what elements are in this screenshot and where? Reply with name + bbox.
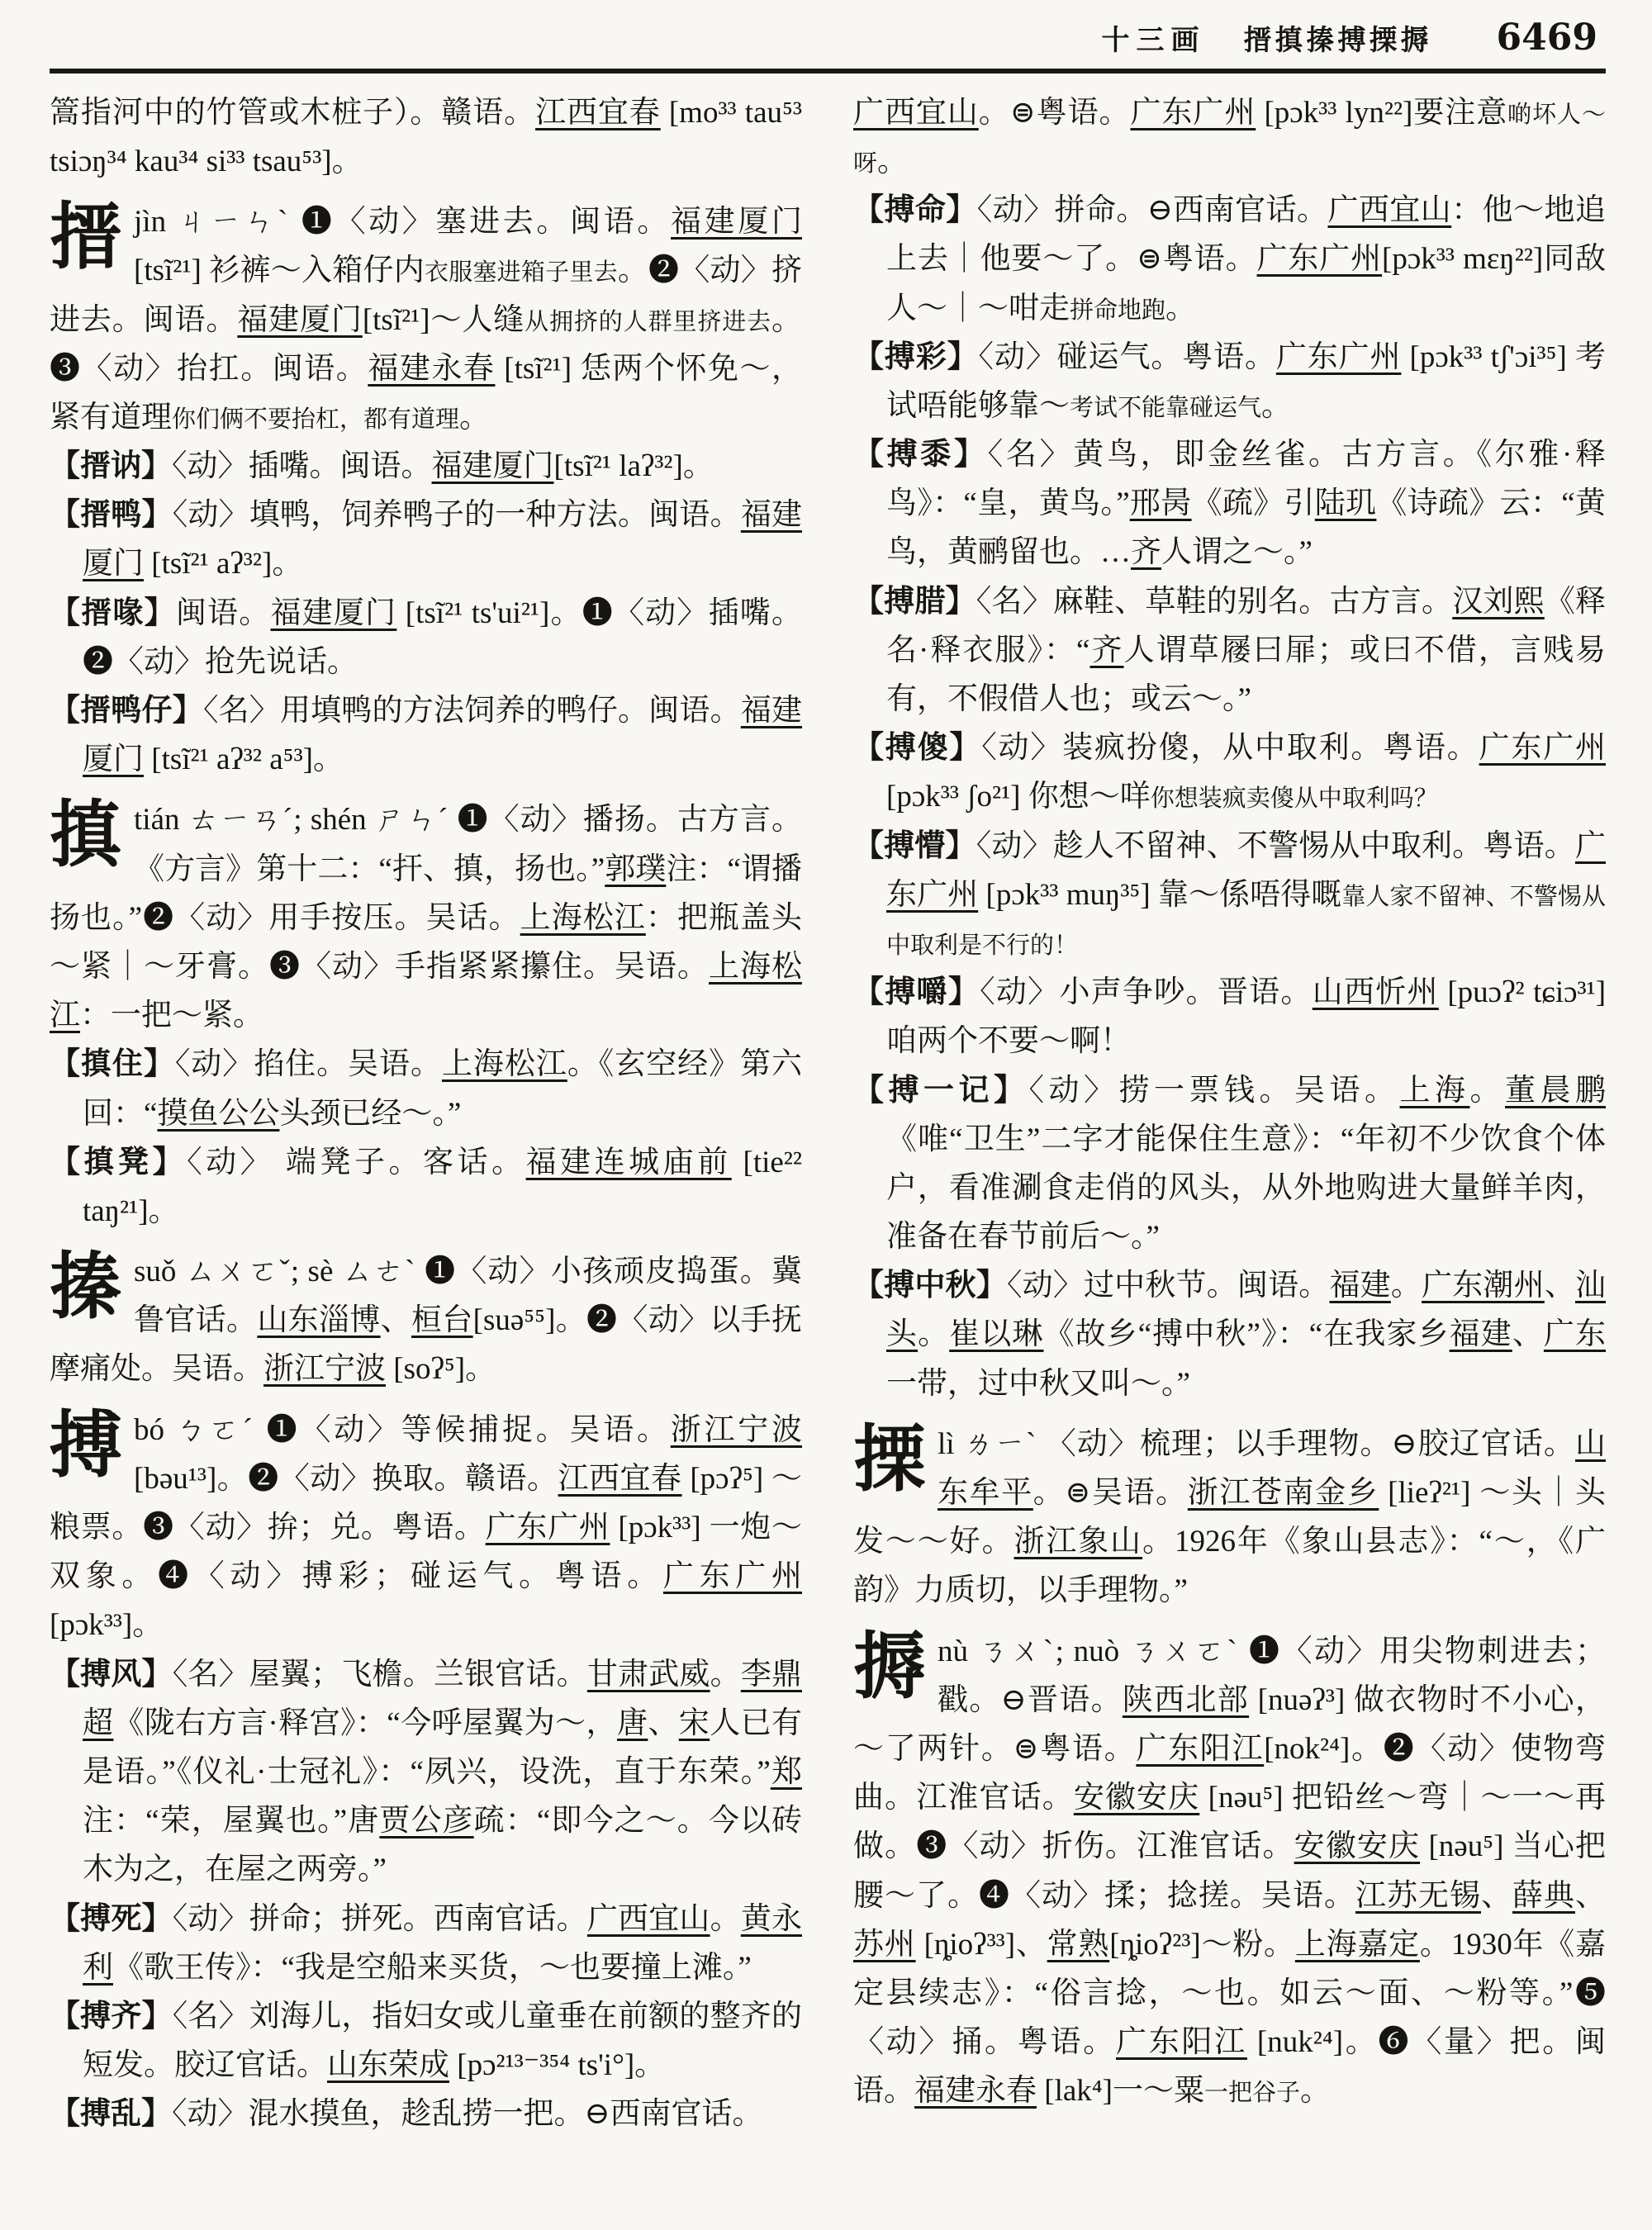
compound-headword: 【搏风】 xyxy=(50,1657,173,1691)
compound-headword: 【搢鸭仔】 xyxy=(50,694,203,728)
proper-noun: 上海松江 xyxy=(520,900,646,935)
gloss-text: 啲坏人～呀 xyxy=(853,101,1606,177)
proper-noun: 广东广州 xyxy=(1256,242,1383,277)
proper-noun: 福建连城庙前 xyxy=(525,1145,732,1179)
proper-noun: 郑 xyxy=(770,1754,802,1789)
compound-headword: 【搢喙】 xyxy=(50,595,176,630)
compound-entry: 【搏命】〈动〉拼命。⊖西南官话。广西宜山：他～地追上去｜他要～了。⊜粤语。广东广州[pɔk³³ mɛŋ²²]同敌人～｜～咁走拼命地跑。 xyxy=(853,193,1606,325)
compound-entry: 【搏腊】〈名〉麻鞋、草鞋的别名。古方言。汉刘熙《释名·释衣服》：“齐人谓草屦曰屝；或曰不借，言贱易有，不假借人也；或云～。” xyxy=(853,584,1607,717)
entry-body: nù ㄋㄨˋ; nuò ㄋㄨㄛˋ ❶〈动〉用尖物刺进去；戳。⊖晋语。陕西北部 [nuəʔ³] 做衣物时不小心，～了两针。⊜粤语。广东阳江[nok²⁴]。❷〈动〉使物弯曲。江淮官话。安徽安庆 [nəu⁵] 把铅丝～弯｜～一～再做。❸〈动〉折伤。江淮官话。安徽安庆 [nəu⁵] 当心把腰～了。❹〈动〉揉；捻搓。吴语。江苏无锡、薛典、苏州 [ȵioʔ³³]、常熟[ȵioʔ²³]～粉。上海嘉定。1930年《嘉定县续志》：“俗言捻，～也。如云～面、～粉等。”❺〈动〉捅。粤语。广东阳江 [nuk²⁴]。❻〈量〉把。闽语。福建永春 [lak⁴]一～粟一把谷子。 xyxy=(853,1634,1607,2109)
headword-entry xyxy=(50,1247,802,1394)
proper-noun: 福建 xyxy=(1449,1317,1512,1352)
compound-entry: 【搷住】〈动〉掐住。吴语。上海松江。《玄空经》第六回：“摸鱼公公头颈已经～。” xyxy=(50,1047,803,1131)
gloss-text: 考试不能靠碰运气 xyxy=(1070,394,1262,421)
proper-noun: 广东阳江 xyxy=(1136,1731,1265,1766)
compound-entry: 【搏风】〈名〉屋翼；飞檐。兰银官话。甘肃武威。李鼎超《陇右方言·释宫》：“今呼屋翼为～，唐、宋人已有是语。”《仪礼·士冠礼》：“夙兴，设洗，直于东荣。”郑注：“荣，屋翼也。”唐贾公彦疏：“即今之～。今以砖木为之，在屋之两旁。” xyxy=(50,1657,803,1887)
proper-noun: 福建永春 xyxy=(914,2074,1037,2109)
pronunciation: suǒ ㄙㄨㄛˇ; sè ㄙㄜˋ xyxy=(134,1255,425,1289)
compound-entry: 【搢讷】〈动〉插嘴。闽语。福建厦门[tsĩ²¹ laʔ³²]。 xyxy=(50,449,714,484)
proper-noun: 福建厦门 xyxy=(237,302,363,337)
proper-noun: 甘肃武威 xyxy=(586,1657,710,1691)
proper-noun: 广东广州 xyxy=(662,1559,803,1594)
compound-entry: 【搢鸭仔】〈名〉用填鸭的方法饲养的鸭仔。闽语。福建厦门 [tsĩ²¹ aʔ³² a⁵³]。 xyxy=(50,694,802,777)
headword-character: 搙 xyxy=(853,1627,927,1708)
page-number: 6469 xyxy=(1496,17,1597,59)
proper-noun: 江西宜春 xyxy=(558,1461,682,1496)
proper-noun: 浙江宁波 xyxy=(670,1412,803,1447)
compound-entry: 【搏齐】〈名〉刘海儿，指妇女或儿童垂在前额的整齐的短发。胶辽官话。山东荣成 [pɔ²¹³⁻³⁵⁴ ts'i°]。 xyxy=(50,1999,802,2083)
proper-noun: 李鼎超 xyxy=(83,1657,802,1740)
compound-entry: 【搏懵】〈动〉趁人不留神、不警惕从中取利。粤语。广东广州 [pɔk³³ muŋ³⁵] 靠～係唔得嘅靠人家不留神、不警惕从中取利是不行的！ xyxy=(853,828,1606,959)
proper-noun: 齐 xyxy=(1131,535,1161,570)
proper-noun: 邢昺 xyxy=(1129,486,1192,521)
compound-headword: 【搏彩】 xyxy=(853,339,979,374)
proper-noun: 福建厦门 xyxy=(270,595,397,630)
proper-noun: 贾公彦 xyxy=(379,1804,474,1839)
proper-noun: 福建厦门 xyxy=(83,694,802,777)
compound-headword: 【搢鸭】 xyxy=(50,498,173,533)
compound-headword: 【搏齐】 xyxy=(50,1999,173,2033)
proper-noun: 广东阳江 xyxy=(1115,2025,1247,2060)
proper-noun: 常熟 xyxy=(1047,1927,1110,1962)
proper-noun: 陆玑 xyxy=(1314,486,1377,521)
text-columns xyxy=(50,88,1606,2139)
proper-noun: 山东淄博 xyxy=(257,1303,381,1338)
headword-entry xyxy=(50,197,802,442)
compound-headword: 【搏死】 xyxy=(50,1901,173,1936)
proper-noun: 福建厦门 xyxy=(671,205,802,240)
header-characters: 搢搷搸搏搮搙 xyxy=(1243,26,1432,56)
compound-headword: 【搏嚼】 xyxy=(853,975,980,1010)
gloss-text: 拼命地跑 xyxy=(1070,297,1166,324)
compound-headword: 【搏傻】 xyxy=(853,731,982,766)
proper-noun: 广西宜山 xyxy=(853,95,979,130)
compound-headword: 【搢讷】 xyxy=(50,449,172,484)
column-left xyxy=(50,88,802,2139)
pronunciation: jìn ㄐㄧㄣˋ xyxy=(134,205,301,240)
proper-noun: 上海嘉定 xyxy=(1294,1927,1420,1962)
compound-headword: 【搏黍】 xyxy=(853,438,988,472)
proper-noun: 广东潮州 xyxy=(1422,1269,1545,1303)
compound-headword: 【搏腊】 xyxy=(853,584,976,619)
proper-noun: 董晨鹏 xyxy=(1505,1073,1606,1108)
pronunciation: nù ㄋㄨˋ; nuò ㄋㄨㄛˋ xyxy=(938,1634,1249,1668)
proper-noun: 浙江苍南金乡 xyxy=(1187,1476,1379,1511)
entry-body: suǒ ㄙㄨㄛˇ; sè ㄙㄜˋ ❶〈动〉小孩顽皮捣蛋。冀鲁官话。山东淄博、桓台[suə⁵⁵]。❷〈动〉以手抚摩痛处。吴语。浙江宁波 [soʔ⁵]。 xyxy=(50,1255,803,1387)
proper-noun: 浙江象山 xyxy=(1014,1525,1143,1559)
proper-noun: 郭璞 xyxy=(605,852,667,886)
gloss-text: 一把谷子 xyxy=(1204,2080,1301,2107)
proper-noun: 广东广州 xyxy=(485,1511,610,1545)
proper-noun: 广东广州 xyxy=(886,828,1606,912)
compound-entry: 【搏乱】〈动〉混水摸鱼，趁乱捞一把。⊖西南官话。 xyxy=(50,2097,763,2132)
proper-noun: 宋 xyxy=(678,1706,710,1740)
proper-noun: 山西忻州 xyxy=(1312,975,1439,1010)
proper-noun: 苏州 xyxy=(853,1927,916,1962)
proper-noun: 浙江宁波 xyxy=(263,1352,386,1387)
proper-noun: 上海 xyxy=(1399,1073,1470,1108)
proper-noun: 广西宜山 xyxy=(1327,193,1452,228)
proper-noun: 江苏无锡 xyxy=(1355,1878,1481,1913)
proper-noun: 唐 xyxy=(616,1706,648,1740)
compound-headword: 【搏中秋】 xyxy=(853,1269,1007,1303)
headword-entry xyxy=(853,1627,1606,2116)
gloss-text: 衣服塞进箱子里去 xyxy=(424,259,618,287)
proper-noun: 崔以琳 xyxy=(949,1317,1044,1352)
proper-noun: 福建厦门 xyxy=(431,449,554,484)
proper-noun: 广东广州 xyxy=(1479,731,1607,766)
proper-noun: 齐 xyxy=(1089,633,1124,667)
headword-entry xyxy=(50,1406,802,1650)
continuation-text: 广西宜山。⊜粤语。广东广州 [pɔk³³ lyn²²]要注意啲坏人～呀。 xyxy=(853,95,1606,178)
proper-noun: 福建 xyxy=(1329,1269,1391,1303)
gloss-text: 你想装疯卖傻从中取利吗？ xyxy=(1150,785,1438,813)
compound-entry: 【搏死】〈动〉拼命；拼死。西南官话。广西宜山。黄永利《歌王传》：“我是空船来买货，～也要撞上滩。” xyxy=(50,1901,802,1985)
proper-noun: 上海松江 xyxy=(50,949,802,1033)
proper-noun: 山东荣成 xyxy=(327,2048,449,2083)
pronunciation: bó ㄅㄛˊ xyxy=(134,1412,267,1447)
proper-noun: 薛典 xyxy=(1512,1878,1575,1913)
headword-character: 搮 xyxy=(853,1420,927,1501)
entry-body: tián ㄊㄧㄢˊ; shén ㄕㄣˊ ❶〈动〉播扬。古方言。《方言》第十二：“扞、搷，扬也。”郭璞注：“谓播扬也。”❷〈动〉用手按压。吴话。上海松江：把瓶盖头～紧｜～牙膏。❸〈动〉手指紧紧攥住。吴语。上海松江：一把～紧。 xyxy=(50,803,803,1033)
headword-character: 搷 xyxy=(50,796,123,877)
gloss-text: 从拥挤的人群里挤进去 xyxy=(525,308,771,335)
compound-entry: 【搏傻】〈动〉装疯扮傻，从中取利。粤语。广东广州 [pɔk³³ ʃo²¹] 你想～咩你想装疯卖傻从中取利吗？ xyxy=(853,731,1607,814)
proper-noun: 山东牟平 xyxy=(938,1426,1606,1511)
headword-character: 搸 xyxy=(50,1248,123,1329)
header-rule xyxy=(50,69,1606,74)
headword-entry xyxy=(50,795,802,1040)
proper-noun: 广东 xyxy=(1543,1317,1606,1352)
proper-noun: 安徽安庆 xyxy=(1073,1781,1200,1815)
pronunciation: tián ㄊㄧㄢˊ; shén ㄕㄣˊ xyxy=(134,803,458,837)
headword-character: 搏 xyxy=(50,1406,123,1487)
compound-entry: 【搏黍】〈名〉黄鸟，即金丝雀。古方言。《尔雅·释鸟》：“皇，黄鸟。”邢昺《疏》引陆玑《诗疏》云：“黄鸟，黄鹂留也。…齐人谓之～。” xyxy=(853,438,1607,570)
compound-entry: 【搏一记】〈动〉捞一票钱。吴语。上海。董晨鹏《唯“卫生”二字才能保住生意》：“年初不少饮食个体户，看准涮食走俏的风头，从外地购进大量鲜羊肉，准备在春节前后～。” xyxy=(853,1073,1606,1255)
gloss-text: 靠人家不留神、不警惕从中取利是不行的！ xyxy=(886,883,1606,959)
proper-noun: 黄永利 xyxy=(83,1901,802,1985)
proper-noun: 福建永春 xyxy=(368,351,496,386)
entry-body: lì ㄌㄧˋ 〈动〉梳理；以手理物。⊖胶辽官话。山东牟平。⊜吴语。浙江苍南金乡 [lieʔ²¹] ～头｜头发～～好。浙江象山。1926年《象山县志》：“～，《广韵》力质切，以手理物。” xyxy=(853,1426,1607,1608)
compound-headword: 【搷凳】 xyxy=(50,1145,188,1179)
proper-noun: 广东广州 xyxy=(1130,95,1256,130)
compound-headword: 【搏命】 xyxy=(853,193,977,228)
proper-noun: 桓台 xyxy=(411,1303,473,1338)
proper-noun: 广西宜山 xyxy=(586,1901,710,1936)
proper-noun: 安徽安庆 xyxy=(1294,1829,1421,1864)
headword-entry xyxy=(853,1420,1606,1616)
compound-entry: 【搢喙】闽语。福建厦门 [tsĩ²¹ ts'ui²¹]。❶〈动〉插嘴。❷〈动〉抢先说话。 xyxy=(50,595,803,679)
proper-noun: 汉刘熙 xyxy=(1452,584,1545,619)
proper-noun: 福建厦门 xyxy=(83,498,802,581)
compound-entry: 【搏嚼】〈动〉小声争吵。晋语。山西忻州 [puɔʔ² tɕiɔ³¹] 咱两个不要～啊！ xyxy=(853,975,1607,1059)
stroke-count-section: 十三画 xyxy=(1101,26,1206,56)
compound-entry: 【搢鸭】〈动〉填鸭，饲养鸭子的一种方法。闽语。福建厦门 [tsĩ²¹ aʔ³²]。 xyxy=(50,498,802,581)
proper-noun: 广东广州 xyxy=(1275,339,1402,374)
compound-entry: 【搏中秋】〈动〉过中秋节。闽语。福建。广东潮州、汕头。崔以琳《故乡“搏中秋”》：“在我家乡福建、广东一带，过中秋又叫～。” xyxy=(853,1269,1606,1401)
entry-body: bó ㄅㄛˊ ❶〈动〉等候捕捉。吴语。浙江宁波[bəu¹³]。❷〈动〉换取。赣语。江西宜春 [pɔʔ⁵] ～粮票。❸〈动〉拚；兑。粤语。广东广州 [pɔk³³] 一炮～双象。❹〈动〉搏彩；碰运气。粤语。广东广州 [pɔk³³]。 xyxy=(50,1412,803,1643)
proper-noun: 汕头 xyxy=(886,1269,1606,1352)
proper-noun: 摸鱼公公 xyxy=(157,1096,280,1131)
page-header xyxy=(50,13,1606,69)
compound-headword: 【搏乱】 xyxy=(50,2097,172,2132)
proper-noun: 上海松江 xyxy=(441,1047,567,1082)
column-right xyxy=(853,88,1606,2139)
continuation-text: 篙指河中的竹管或木桩子）。赣语。江西宜春 [mo³³ tau⁵³ tsiɔŋ³⁴ kau³⁴ si³³ tsau⁵³]。 xyxy=(50,95,803,178)
proper-noun: 陕西北部 xyxy=(1122,1682,1250,1717)
compound-headword: 【搷住】 xyxy=(50,1047,175,1082)
compound-headword: 【搏一记】 xyxy=(853,1073,1029,1108)
pronunciation: lì ㄌㄧˋ xyxy=(938,1426,1046,1461)
headword-character: 搢 xyxy=(50,198,123,279)
entry-body: jìn ㄐㄧㄣˋ ❶〈动〉塞进去。闽语。福建厦门 [tsĩ²¹] 衫裤～入箱仔内衣服塞进箱子里去。❷〈动〉挤进去。闽语。福建厦门[tsĩ²¹]～人缝从拥挤的人群里挤进去。❸〈动〉抬扛。闽语。福建永春 [tsĩ²¹] 恁两个怀免～，紧有道理你们俩不要抬杠，都有道理。 xyxy=(50,205,803,434)
compound-headword: 【搏懵】 xyxy=(853,828,976,863)
compound-entry: 【搏彩】〈动〉碰运气。粤语。广东广州 [pɔk³³ tʃ'ɔi³⁵] 考试唔能够靠～考试不能靠碰运气。 xyxy=(853,339,1607,423)
compound-entry: 【搷凳】〈动〉 端凳子。客话。福建连城庙前 [tie²² taŋ²¹]。 xyxy=(50,1145,802,1228)
gloss-text: 你们俩不要抬杠，都有道理 xyxy=(172,406,460,433)
proper-noun: 江西宜春 xyxy=(535,95,661,130)
